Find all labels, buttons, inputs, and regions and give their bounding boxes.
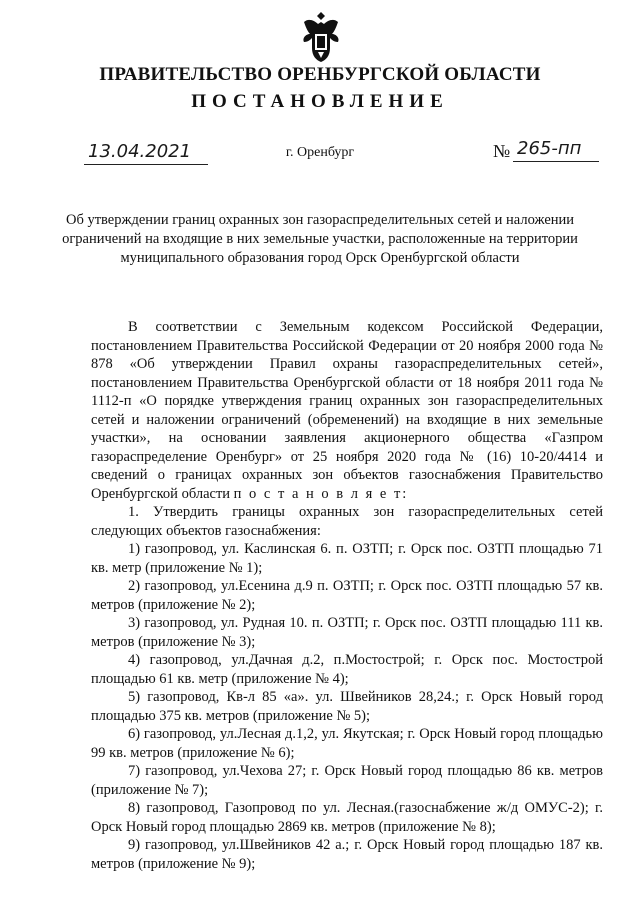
subitem-9: 9) газопровод, ул.Швейников 42 а.; г. Орск Новый город площадью 187 кв. метров (приложение № 9); — [91, 837, 603, 872]
subitem-2: 2) газопровод, ул.Есенина д.9 п. ОЗТП; г. Орск пос. ОЗТП площадью 57 кв. метров (приложение № 2); — [91, 578, 603, 613]
organization-name: ПРАВИТЕЛЬСТВО ОРЕНБУРГСКОЙ ОБЛАСТИ — [99, 64, 541, 85]
subitem-4: 4) газопровод, ул.Дачная д.2, п.Мостострой; г. Орск пос. Мостострой площадью 61 кв. метр (приложение № 4); — [91, 652, 603, 687]
subitem-3: 3) газопровод, ул. Рудная 10. п. ОЗТП; г. Орск пос. ОЗТП площадью 111 кв. метров (приложение № 3); — [91, 615, 603, 650]
document-number: 265-пп — [513, 137, 599, 162]
subitem-6: 6) газопровод, ул.Лесная д.1,2, ул. Якутская; г. Орск Новый город площадью 99 кв. метров (приложение № 6); — [91, 726, 603, 761]
subitem-1: 1) газопровод, ул. Каслинская 6. п. ОЗТП; г. Орск пос. ОЗТП площадью 71 кв. метр (приложение № 1); — [91, 541, 603, 576]
resolves-text: п о с т а н о в л я е т: — [233, 485, 409, 502]
subitem-5: 5) газопровод, Кв-л 85 «а». ул. Швейников 28,24.; г. Орск Новый город площадью 375 кв. метров (приложение № 5); — [91, 689, 603, 724]
coat-of-arms-icon — [298, 8, 344, 66]
document-city: г. Оренбург — [285, 145, 355, 160]
item-1: 1. Утвердить границы охранных зон газораспределительных сетей следующих объектов газоснабжения: — [91, 504, 603, 539]
subitem-8: 8) газопровод, Газопровод по ул. Лесная.(газоснабжение ж/д ОМУС-2); г. Орск Новый город площадью 2869 кв. метров (приложение № 8); — [91, 800, 603, 835]
document-type: ПОСТАНОВЛЕНИЕ — [191, 91, 449, 112]
subitem-7: 7) газопровод, ул.Чехова 27; г. Орск Новый город площадью 86 кв. метров (приложение № 7); — [91, 763, 603, 798]
document-body — [91, 318, 603, 873]
preamble-text: В соответствии с Земельным кодексом Российской Федерации, постановлением Правительства Российской Федерации от 20 ноября 2000 года № 878 «Об утверждении Правил охраны газораспределительных сетей», постановлением Правительства Оренбургской области от 18 ноября 2011 года № 1112-п «О порядке утверждения границ охранных зон газораспределительных сетей и наложении ограничений (обременений) на входящие в них земельные участки», на основании заявления акционерного общества «Газпром газораспределение Оренбург» от 25 ноября 2020 года № (16) 10-20/4414 и сведений о границах охранных зон объектов газоснабжения Правительство Оренбургской области — [91, 319, 603, 502]
number-sign: № — [493, 141, 511, 161]
document-date: 13.04.2021 — [84, 140, 208, 165]
preamble-paragraph — [91, 318, 603, 503]
document-title: Об утверждении границ охранных зон газораспределительных сетей и наложении ограничений на входящие в них земельные участки, расположенные на территории муниципального образования город Орск Оренбургской области — [62, 212, 578, 266]
